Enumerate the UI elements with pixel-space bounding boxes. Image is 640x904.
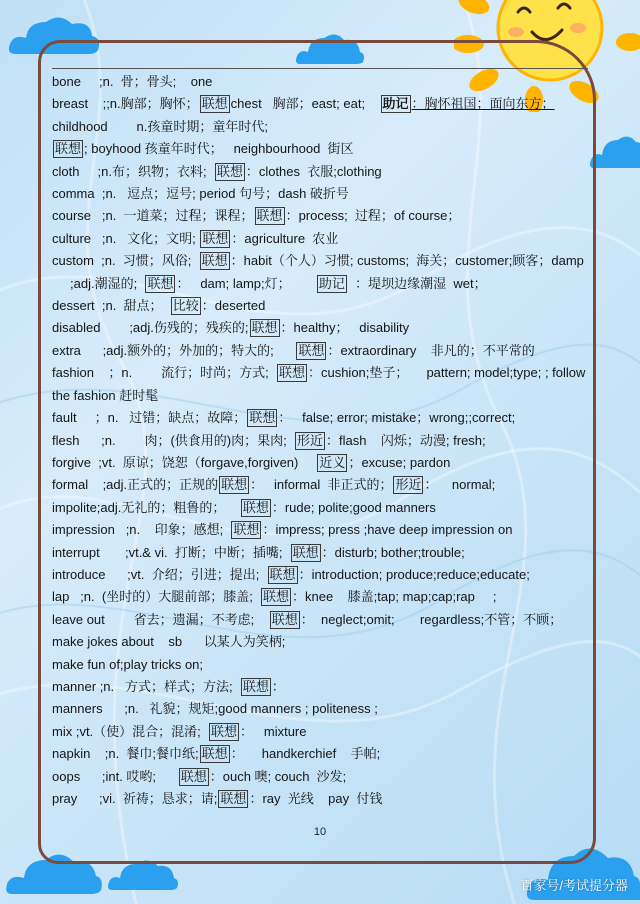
vocab-line	[52, 138, 612, 160]
vocab-line	[52, 205, 612, 227]
entry-text: ：ouch 噢; couch 沙发;	[209, 768, 347, 784]
vocab-line	[52, 295, 612, 317]
entry-text: ：clothes 衣服;clothing	[245, 163, 382, 179]
vocab-line	[52, 721, 612, 743]
memory-tag-box: 联想	[201, 746, 228, 762]
vocab-line	[52, 542, 612, 564]
vocab-line	[52, 250, 612, 272]
vocab-line	[52, 71, 612, 93]
memory-tag-box: 联想	[249, 410, 276, 426]
entry-text: ;adj.潮湿的;	[52, 275, 145, 291]
memory-tag-box: 联想	[221, 477, 248, 493]
entry-text: the fashion 赶时髦	[52, 387, 159, 403]
entry-text: pray ;vi. 祈祷；恳求；请;	[52, 791, 218, 806]
memory-tag-box: 联想	[278, 365, 305, 381]
entry-text: ：cushion;垫子； pattern; model;type; ; follow	[307, 365, 586, 381]
memory-tag-box: 形近	[296, 432, 323, 448]
memory-tag-box: 联想	[256, 208, 283, 224]
entry-text: comma ;n. 逗点；逗号; period 句号；dash 破折号	[52, 186, 349, 202]
entry-text: lap ;n. (坐时的）大腿前部；膝盖;	[52, 589, 261, 605]
entry-text: ：flash 闪烁；动漫; fresh;	[326, 432, 486, 448]
vocab-line	[52, 317, 612, 339]
entry-text: ：extraordinary 非凡的；不平常的	[327, 342, 535, 358]
entry-text: ： neglect;omit; regardless;不管；不顾；	[300, 611, 563, 627]
entry-text: leave out 省去；遗漏；不考虑;	[52, 611, 269, 627]
entry-text: ；excuse; pardon	[348, 454, 451, 470]
entry-text: introduce ;vt. 介绍；引进；提出;	[52, 566, 267, 582]
entry-text: bone ;n. 骨；骨头; one	[52, 74, 213, 89]
memory-tag-box: 联想	[298, 342, 325, 358]
vocab-line	[52, 474, 612, 496]
entry-text: ：impress; press ;have deep impression on	[262, 522, 513, 538]
entry-text: make fun of;play tricks on;	[52, 656, 204, 672]
entry-text: ：agriculture 农业	[231, 230, 339, 246]
vocab-line	[52, 609, 612, 631]
entry-text: flesh ;n. 肉；(供食用的)肉；果肉;	[52, 432, 294, 448]
vocab-line	[52, 430, 612, 452]
entry-text: fashion ；n. 流行；时尚；方式;	[52, 365, 276, 381]
vocab-line	[52, 183, 612, 205]
memory-tag-box: 联想	[292, 544, 319, 560]
entry-text: ：ray 光线 pay 付钱	[249, 791, 383, 806]
entry-text: childhood n.孩童时期；童年时代;	[52, 118, 269, 134]
entry-text: ：	[271, 678, 285, 694]
entry-text: ：habit（个人）习惯; customs; 海关；customer;顾客；damp	[230, 253, 584, 269]
memory-tag-box: 联想	[180, 768, 207, 784]
vocab-line	[52, 631, 612, 653]
entry-text: manner ;n. 方式；样式；方法;	[52, 678, 240, 694]
vocab-line	[52, 340, 612, 362]
entry-text: ：knee 膝盖;tap; map;cap;rap ;	[292, 589, 497, 605]
vocab-line	[52, 788, 612, 810]
entry-text: mix ;vt.（使）混合；混淆;	[52, 723, 209, 739]
vocab-line	[52, 116, 612, 138]
entry-text: dessert ;n. 甜点；	[52, 298, 170, 314]
entry-text: oops ;int. 哎哟;	[52, 768, 178, 784]
entry-text: ： informal 非正式的；	[250, 477, 393, 493]
vocab-line	[52, 161, 612, 183]
vocab-line	[52, 743, 612, 765]
entry-text: ：disturb; bother;trouble;	[321, 544, 465, 560]
vocab-line	[52, 676, 612, 698]
vocab-line	[52, 497, 612, 519]
entry-text: make jokes about sb 以某人为笑柄;	[52, 634, 286, 650]
memory-tag-box: 近义	[319, 454, 346, 470]
entry-text: extra ;adj.额外的；外加的；特大的;	[52, 342, 296, 358]
entry-text: ：healthy； disability	[280, 320, 410, 336]
entry-text: ：堤坝边缘潮湿 wet；	[347, 275, 487, 291]
entry-text: ： normal;	[424, 477, 496, 493]
entry-text: interrupt ;vt.& vi. 打断；中断；插嘴;	[52, 544, 290, 560]
entry-text: ：胸怀祖国；面向东方；	[411, 96, 555, 112]
memory-tag-box: 联想	[242, 499, 269, 515]
vocabulary-list	[52, 71, 612, 810]
vocab-line	[52, 586, 612, 608]
memory-tag-box: 联想	[202, 230, 229, 246]
entry-text: impolite;adj.无礼的；粗鲁的；	[52, 499, 240, 515]
watermark: 百家号/考试提分器	[520, 878, 628, 893]
entry-text: napkin ;n. 餐巾;餐巾纸;	[52, 746, 199, 762]
vocab-line	[52, 654, 612, 676]
vocab-line	[52, 228, 612, 250]
memory-tag-box: 联想	[147, 275, 174, 291]
vocab-line	[52, 452, 612, 474]
memory-tag-box: 联想	[211, 723, 238, 739]
entry-text: ：introduction; produce;reduce;educate;	[298, 566, 530, 582]
entry-text: manners ;n. 礼貌；规矩;good manners ; politeness ;	[52, 701, 378, 717]
entry-text: ： handkerchief 手帕;	[230, 746, 381, 762]
entry-text: ：deserted	[201, 298, 266, 314]
entry-text: ：rude; polite;good manners	[271, 499, 436, 515]
memory-tag-box: 联想	[201, 253, 228, 269]
page-number: 10	[313, 826, 327, 838]
vocab-line	[52, 698, 612, 720]
vocab-line	[52, 385, 612, 407]
entry-text: ：process; 过程；of course；	[285, 208, 461, 224]
memory-tag-box: 联想	[233, 522, 260, 538]
entry-text: formal ;adj.正式的；正规的	[52, 477, 219, 493]
memory-tag-box: 联想	[263, 589, 290, 605]
entry-text: ： false; error; mistake；wrong;;correct;	[278, 410, 516, 426]
memory-tag-box: 联想	[269, 566, 296, 582]
entry-text: forgive ;vt. 原谅；饶恕（forgave,forgiven)	[52, 454, 317, 470]
memory-tag-box: 联想	[55, 141, 82, 157]
memory-tag-box: 助记	[382, 96, 409, 112]
entry-text: fault ；n. 过错；缺点；故障；	[52, 410, 247, 426]
vocab-line	[52, 273, 612, 295]
memory-tag-box: 比较	[172, 298, 199, 314]
vocab-line	[52, 93, 612, 115]
entry-text: custom ;n. 习惯；风俗;	[52, 253, 199, 269]
entry-text: course ;n. 一道菜；过程；课程；	[52, 208, 254, 224]
entry-text: ： dam; lamp;灯；	[176, 275, 316, 291]
memory-tag-box: 联想	[242, 678, 269, 694]
memory-tag-box: 形近	[395, 477, 422, 493]
entry-text: ; boyhood 孩童年时代； neighbourhood 街区	[84, 141, 354, 157]
header-rule	[52, 68, 588, 69]
entry-text: impression ;n. 印象；感想;	[52, 522, 231, 538]
vocab-line	[52, 766, 612, 788]
entry-text: culture ;n. 文化；文明;	[52, 230, 200, 246]
vocab-line	[52, 564, 612, 586]
entry-text: breast ;;n.胸部；胸怀；	[52, 96, 199, 112]
memory-tag-box: 联想	[216, 163, 243, 179]
vocab-line	[52, 519, 612, 541]
memory-tag-box: 联想	[220, 791, 247, 806]
memory-tag-box: 联想	[271, 611, 298, 627]
memory-tag-box: 助记	[318, 275, 345, 291]
memory-tag-box: 联想	[201, 96, 228, 112]
entry-text: disabled ;adj.伤残的；残疾的;	[52, 320, 249, 336]
entry-text: chest 胸部；east; eat;	[230, 96, 380, 112]
entry-text: ： mixture	[240, 723, 307, 739]
vocab-line	[52, 362, 612, 384]
vocab-line	[52, 407, 612, 429]
entry-text: cloth ;n.布；织物；衣料;	[52, 163, 214, 179]
memory-tag-box: 联想	[251, 320, 278, 336]
